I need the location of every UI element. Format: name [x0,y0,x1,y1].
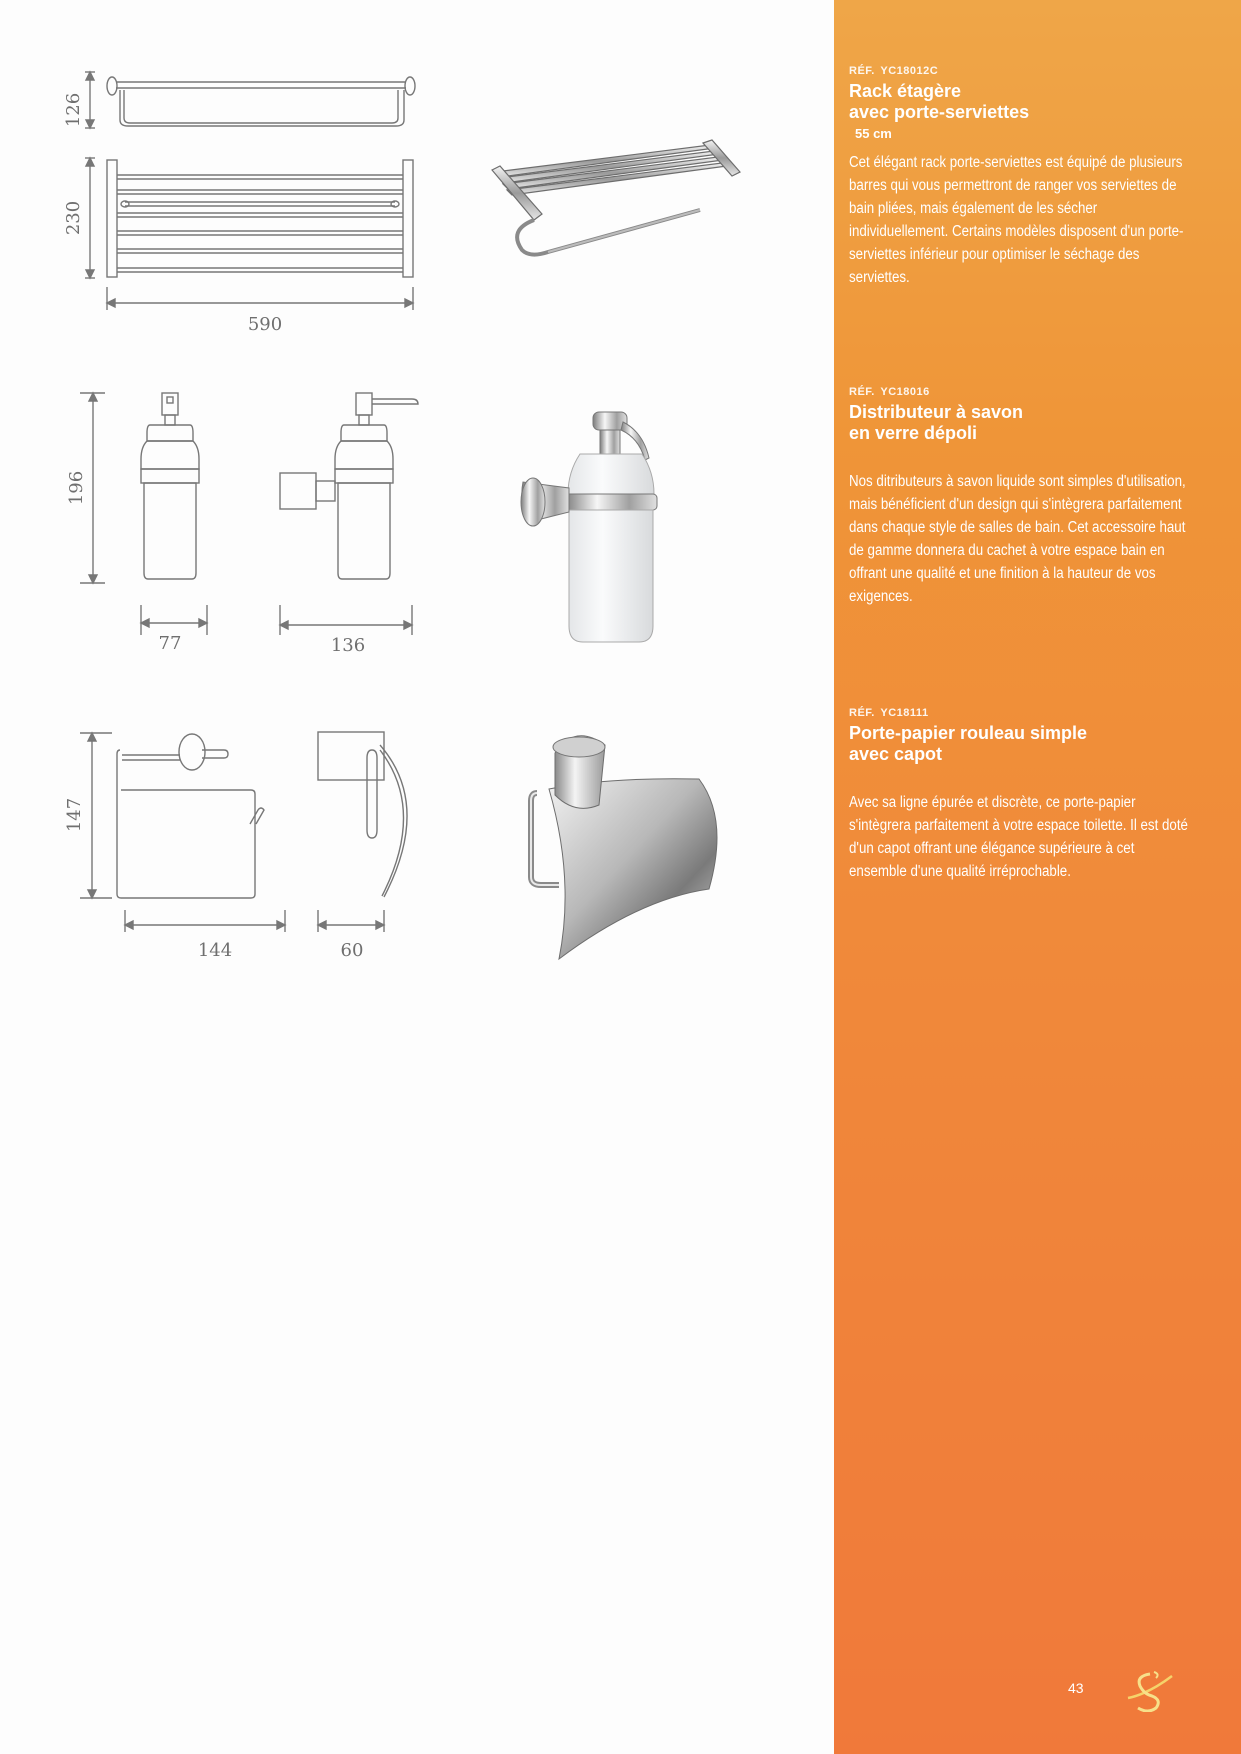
paper-holder-technical-drawing [50,720,430,970]
title-line1: Porte-papier rouleau simple [849,723,1088,743]
towel-rack-photo [490,140,765,265]
ref-line [849,386,1189,398]
title-line2: avec capot [849,744,943,764]
product-description: Avec sa ligne épurée et discrète, ce porte-papier s'intègrera parfaitement à votre espace toilette. Il est doté d'un capot offrant une élégance supérieure à cet ensemble d'une qualité irréprochable. [849,794,1188,880]
product-description: Cet élégant rack porte-serviettes est équipé de plusieurs barres qui vous permettront de ranger vos serviettes de bain pliées, mais également de les sécher individuellement. Certains modèles disposent d'un porte-serviettes inférieur pour optimiser le séchage des serviettes. [849,154,1184,286]
ref-code: YC18012C [880,65,939,77]
soap-dispenser-photo [515,410,675,655]
title-line1: Rack étagère [849,81,962,101]
ref-code: YC18016 [880,386,930,398]
dim-holder-height: 147 [64,797,85,833]
title-line2: en verre dépoli [849,423,978,443]
dim-holder-depth: 60 [340,940,364,961]
title-line1: Distributeur à savon [849,402,1024,422]
paper-holder-photo [525,733,725,968]
dim-rack-height-top: 126 [63,92,84,128]
ref-label: RÉF. [849,707,875,719]
ref-label: RÉF. [849,386,875,398]
dim-rack-width: 590 [247,314,283,335]
title-line2: avec porte-serviettes [849,102,1030,122]
product-block-soap-dispenser [849,386,1189,608]
page-number: 43 [1068,1680,1084,1696]
ref-code: YC18111 [880,707,929,719]
dim-holder-width: 144 [197,940,233,961]
ref-label: RÉF. [849,65,875,77]
ref-line [849,65,1189,77]
dim-rack-height-front: 230 [63,200,84,236]
dim-dispenser-width: 77 [158,633,182,654]
product-size: 55 cm [855,126,892,141]
soap-dispenser-technical-drawing [50,385,430,655]
product-title [849,723,1189,765]
dim-dispenser-depth: 136 [330,635,366,656]
product-description: Nos ditributeurs à savon liquide sont simples d'utilisation, mais bénéficient d'un design qui s'intègrera parfaitement dans chaque style de salles de bain. Cet accessoire haut de gamme donnera du cachet à votre espace bain en offrant une qualité et une finition à la hauteur de vos exigences. [849,473,1186,605]
dim-dispenser-height: 196 [66,470,87,506]
product-title [849,402,1189,444]
product-title [849,81,1189,123]
product-block-towel-rack [849,65,1189,289]
towel-rack-technical-drawing [50,65,430,335]
product-block-paper-holder [849,707,1189,883]
brand-logo-icon [1120,1668,1180,1712]
ref-line [849,707,1189,719]
